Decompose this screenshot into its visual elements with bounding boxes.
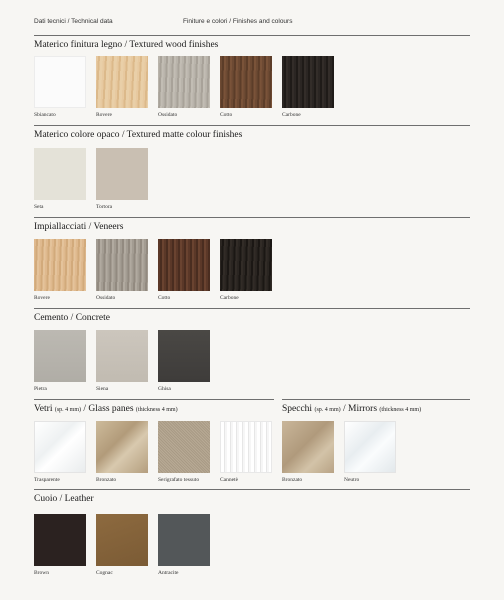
section-title-leather: Cuoio / Leather: [34, 494, 94, 504]
swatch-label: Bronzato: [96, 477, 117, 483]
swatch-ghisa[interactable]: [158, 330, 210, 382]
mirrors-thickness-it: (sp. 4 mm): [314, 407, 341, 413]
swatch-pietra[interactable]: [34, 330, 86, 382]
divider: [34, 308, 470, 309]
section-title-glass: [34, 404, 178, 416]
swatch-cotto[interactable]: [158, 239, 210, 291]
swatch-bronzato[interactable]: [96, 421, 148, 473]
swatch-carbone[interactable]: [282, 56, 334, 108]
swatch-seta[interactable]: [34, 148, 86, 200]
mirrors-title-en: / Mirrors: [343, 404, 378, 414]
swatch-label: Ossidato: [96, 295, 116, 301]
swatch-label: Bronzato: [282, 477, 303, 483]
swatch-cannete[interactable]: [220, 421, 272, 473]
section-title-mirrors: [282, 404, 421, 416]
swatch-rovere[interactable]: [96, 56, 148, 108]
section-title-veneers: Impiallacciati / Veneers: [34, 222, 124, 232]
swatch-label: Rovere: [34, 295, 50, 301]
divider: [34, 399, 274, 400]
swatch-label: Ossidato: [158, 112, 178, 118]
swatch-label: Ghisa: [158, 386, 171, 392]
swatch-label: Seta: [34, 204, 44, 210]
section-title-matte: Materico colore opaco / Textured matte colour finishes: [34, 130, 243, 140]
glass-title-en: / Glass panes: [83, 404, 134, 414]
divider: [34, 489, 470, 490]
glass-thickness-en: (thickness 4 mm): [135, 407, 178, 413]
swatch-carbone[interactable]: [220, 239, 272, 291]
swatch-ossidato[interactable]: [96, 239, 148, 291]
swatch-bronzato-mirror[interactable]: [282, 421, 334, 473]
swatch-label: Pietra: [34, 386, 47, 392]
swatch-label: Rovere: [96, 112, 112, 118]
swatch-label: Sbiancato: [34, 112, 56, 118]
swatch-siena[interactable]: [96, 330, 148, 382]
header-technical-data: Dati tecnici / Technical data: [34, 18, 113, 25]
swatch-label: Carbone: [282, 112, 301, 118]
swatch-label: Carbone: [220, 295, 239, 301]
swatch-label: Antracite: [158, 570, 179, 576]
section-title-concrete: Cemento / Concrete: [34, 313, 110, 323]
glass-thickness-it: (sp. 4 mm): [54, 407, 82, 413]
swatch-label: Cognac: [96, 570, 113, 576]
swatch-rovere[interactable]: [34, 239, 86, 291]
swatch-label: Siena: [96, 386, 109, 392]
divider: [34, 35, 470, 36]
swatch-label: Neutro: [344, 477, 360, 483]
swatch-label: Tortora: [96, 204, 113, 210]
swatch-label: Brown: [34, 570, 49, 576]
swatch-label: Cotto: [220, 112, 233, 118]
divider: [34, 125, 470, 126]
swatch-label: Cannetè: [220, 477, 239, 483]
swatch-tortora[interactable]: [96, 148, 148, 200]
mirrors-thickness-en: (thickness 4 mm): [379, 407, 422, 413]
swatch-sbiancato[interactable]: [34, 56, 86, 108]
swatch-antracite[interactable]: [158, 514, 210, 566]
swatch-cotto[interactable]: [220, 56, 272, 108]
swatch-cognac[interactable]: [96, 514, 148, 566]
glass-title-it: Vetri: [34, 404, 53, 414]
divider: [34, 217, 470, 218]
header-finishes-colours: Finiture e colori / Finishes and colours: [183, 18, 293, 25]
swatch-trasparente[interactable]: [34, 421, 86, 473]
swatch-brown[interactable]: [34, 514, 86, 566]
section-title-wood: Materico finitura legno / Textured wood finishes: [34, 40, 219, 50]
divider: [282, 399, 470, 400]
swatch-ossidato[interactable]: [158, 56, 210, 108]
mirrors-title-it: Specchi: [282, 404, 313, 414]
swatch-neutro[interactable]: [344, 421, 396, 473]
swatch-label: Serigrafato tessuto: [158, 477, 200, 483]
swatch-label: Cotto: [158, 295, 171, 301]
swatch-serigrafato-tessuto[interactable]: [158, 421, 210, 473]
swatch-label: Trasparente: [34, 477, 60, 483]
